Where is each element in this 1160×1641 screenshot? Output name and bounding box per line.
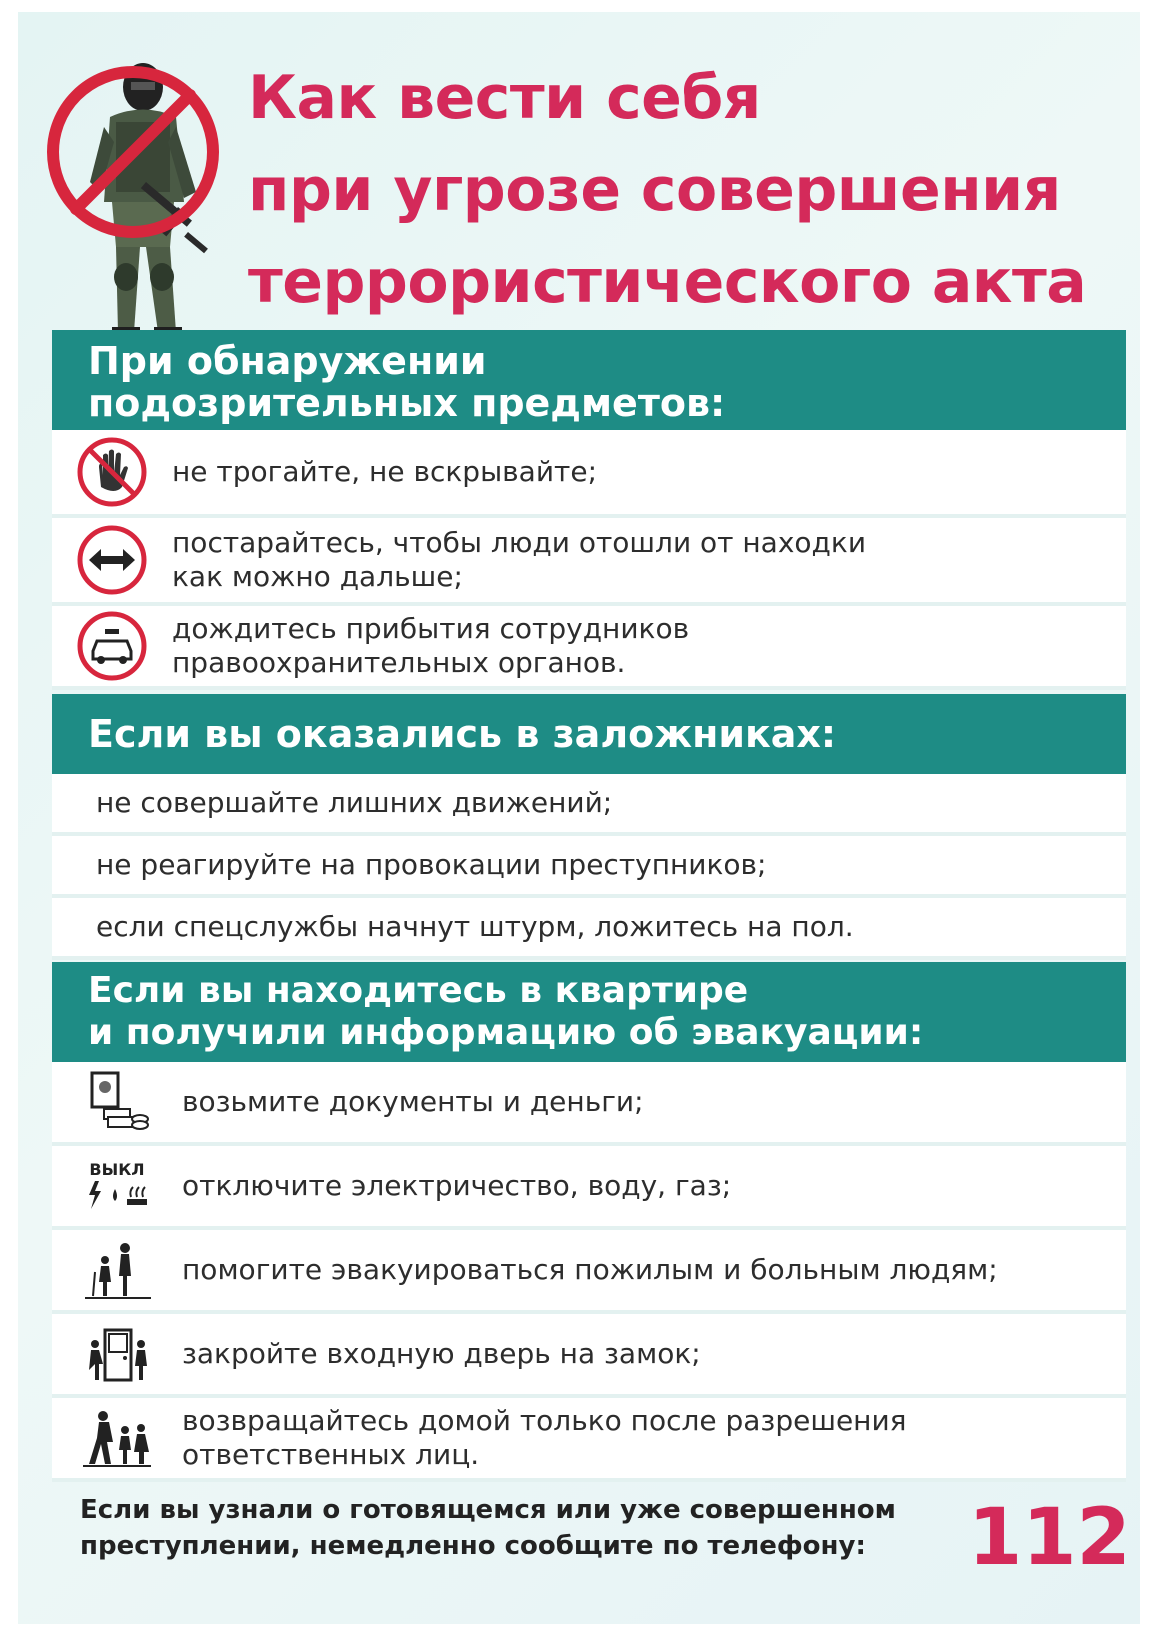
footer-note: Если вы узнали о готовящемся или уже совершенном преступлении, немедленно сообщите по телефону: bbox=[80, 1495, 896, 1561]
list-item: постарайтесь, чтобы люди отошли от находки как можно дальше; bbox=[52, 518, 1126, 606]
list-item: возьмите документы и деньги; bbox=[52, 1062, 1126, 1146]
emergency-phone-number: 112 bbox=[968, 1493, 1131, 1583]
list-item: ВЫКЛ отключите электричество, воду, газ; bbox=[52, 1146, 1126, 1230]
list-item: не трогайте, не вскрывайте; bbox=[52, 430, 1126, 518]
utilities-off-icon: ВЫКЛ bbox=[52, 1161, 182, 1211]
no-terrorist-icon bbox=[38, 42, 238, 372]
list-item: помогите эвакуироваться пожилым и больным людям; bbox=[52, 1230, 1126, 1314]
section-heading-evacuation: Если вы находитесь в квартире и получили информацию об эвакуации: bbox=[52, 962, 1126, 1062]
title-line-3: террористического акта bbox=[248, 247, 1087, 317]
evacuation-help-icon bbox=[81, 1240, 153, 1300]
title-line-2: при угрозе совершения bbox=[248, 155, 1061, 225]
list-item: дождитесь прибытия сотрудников правоохранительных органов. bbox=[52, 606, 1126, 690]
return-home-icon bbox=[81, 1408, 153, 1468]
poster bbox=[18, 12, 1140, 1624]
section-heading-hostages: Если вы оказались в заложниках: bbox=[52, 694, 1126, 774]
list-item: не совершайте лишних движений; bbox=[52, 774, 1126, 836]
list-item: не реагируйте на провокации преступников; bbox=[52, 836, 1126, 898]
documents-money-icon bbox=[82, 1067, 152, 1137]
list-item: если спецслужбы начнут штурм, ложитесь на пол. bbox=[52, 898, 1126, 960]
double-arrow-icon bbox=[75, 523, 149, 597]
lock-door-icon bbox=[81, 1324, 153, 1384]
stop-hand-icon bbox=[75, 435, 149, 509]
title-line-1: Как вести себя bbox=[248, 63, 761, 133]
list-item: возвращайтесь домой только после разрешения ответственных лиц. bbox=[52, 1398, 1126, 1482]
poster-title bbox=[248, 52, 1128, 328]
police-car-icon bbox=[75, 609, 149, 683]
list-item: закройте входную дверь на замок; bbox=[52, 1314, 1126, 1398]
section-heading-suspicious-items: При обнаружении подозрительных предметов: bbox=[52, 330, 1126, 430]
